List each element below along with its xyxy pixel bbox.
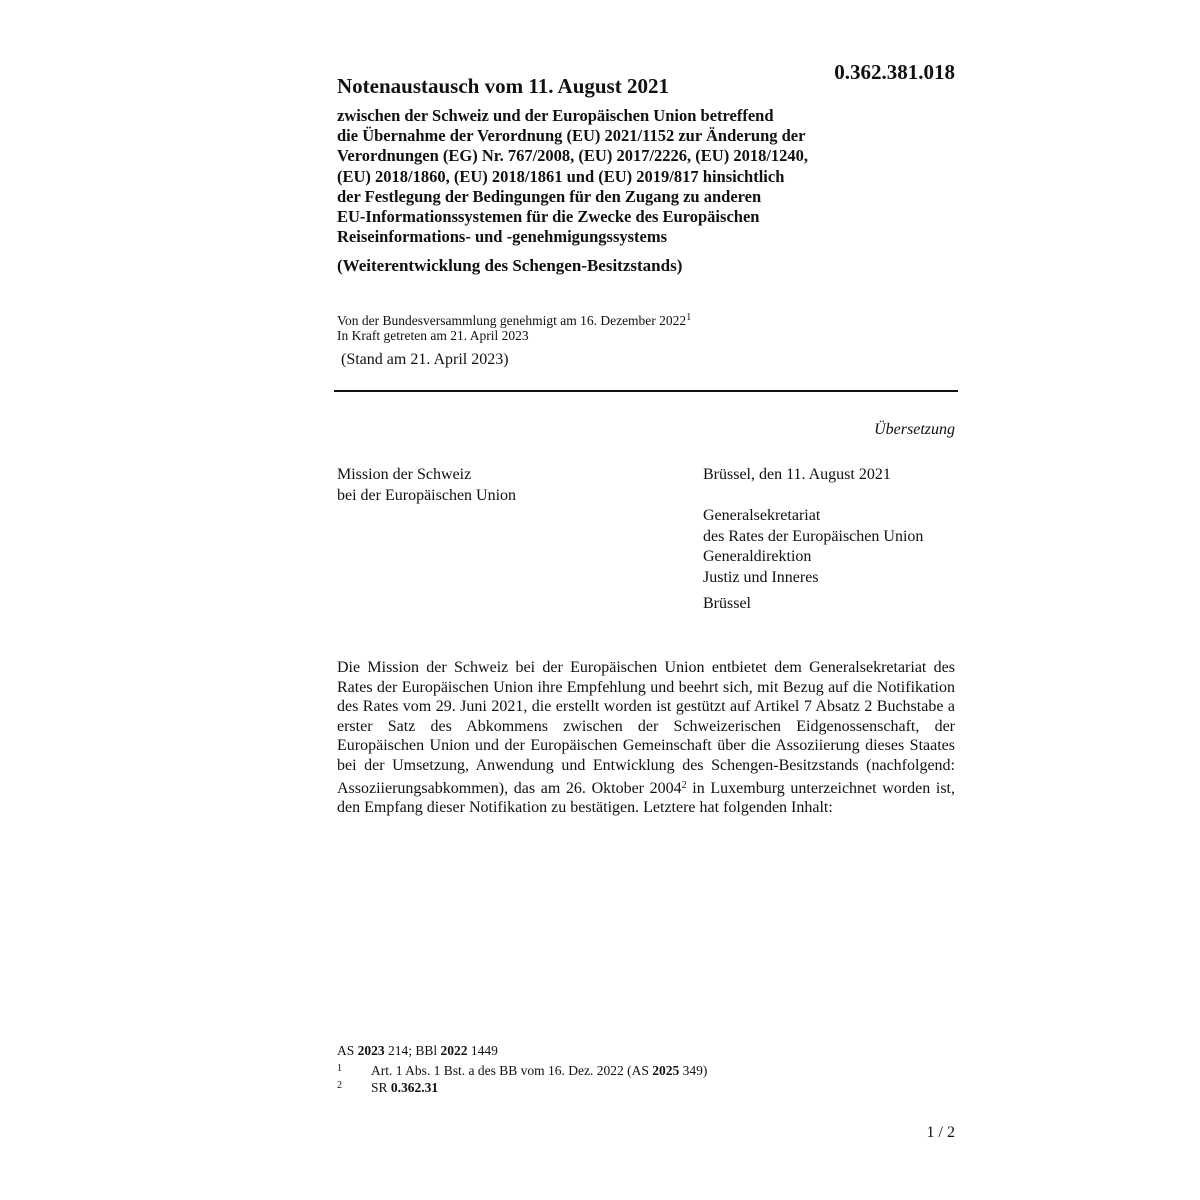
place-date: Brüssel, den 11. August 2021 [703,466,891,483]
approval-line [337,312,691,329]
body-paragraph [337,658,955,818]
footnote-ref-2[interactable]: 2 [681,779,687,791]
approval-text: Von der Bundesversammlung genehmigt am 16. Dezember 2022 [337,313,687,328]
subtitle-line: der Festlegung der Bedingungen für den Zugang zu anderen [337,186,762,206]
in-force-line: In Kraft getreten am 21. April 2023 [337,328,529,343]
subtitle-line: zwischen der Schweiz und der Europäischen Union betreffend [337,106,774,125]
recipient-line: Generalsekretariat [703,507,821,524]
footnote-2 [337,1080,438,1096]
footnote-text: 349) [679,1063,708,1078]
footnote-number: 1 [337,1063,342,1074]
header-divider [334,390,958,392]
footnote-ref-1[interactable]: 1 [686,312,692,323]
subtitle-line: Reiseinformations- und -genehmigungssystems [337,227,668,247]
recipient-block [703,506,923,588]
subtitle-line: die Übernahme der Verordnung (EU) 2021/1152 zur Änderung der [337,126,806,146]
recipient-line: des Rates der Europäischen Union [703,527,924,545]
document-title: Notenaustausch vom 11. August 2021 [337,74,669,98]
footnote-bold: 2025 [652,1063,680,1078]
subtitle-line: (EU) 2018/1860, (EU) 2018/1861 und (EU) 2019/817 hinsichtlich [337,166,785,186]
recipient-city: Brüssel [703,595,751,612]
ref-year: 2022 [440,1043,468,1058]
document-subtitle [337,106,937,247]
subtitle-line: EU-Informationssystemen für die Zwecke des Europäischen [337,207,760,227]
subtitle-line: Verordnungen (EG) Nr. 767/2008, (EU) 2017/2226, (EU) 2018/1240, [337,146,809,166]
ref-text: 214; BBl [384,1043,441,1058]
footnote-bold[interactable]: 0.362.31 [390,1080,439,1095]
body-text-part: in Luxemburg unterzeichnet worden ist, den Empfang dieser Notifikation zu bestätigen. Letztere hat folgenden Inhalt: [337,779,955,817]
recipient-line: Generaldirektion [703,548,812,565]
ref-text: 1449 [467,1043,498,1058]
recipient-line: Justiz und Inneres [703,568,819,586]
footnote-number: 2 [337,1080,342,1091]
development-note: (Weiterentwicklung des Schengen-Besitzstands) [337,256,683,275]
body-text-part: Die Mission der Schweiz bei der Europäischen Union entbietet dem Generalsekretariat des Rates der Europäischen Union ihre Empfehlung und beehrt sich, mit Bezug auf die Notifikation des Rates vom 29. Juni 2021, die erstellt worden ist gestützt auf Artikel 7 Absatz 2 Buchstabe a erster Satz des Abkommens zwischen der Schweizerischen Eidgenossenschaft, der Europäischen Union und der Europäischen Gemeinschaft über die Assoziierung dieses Staates bei der Umsetzung, Anwendung und Entwicklung des Schengen-Besitzstands (nachfolgend: Assoziierungsabkommen), das am 26. Oktober 2004 [337,659,955,797]
footnote-text: SR [371,1080,391,1095]
sender-line: bei der Europäischen Union [337,486,517,504]
ref-year: 2023 [357,1043,385,1058]
sender-block [337,465,516,506]
ref-text: AS [337,1043,358,1058]
translation-label: Übersetzung [874,421,955,438]
status-line: (Stand am 21. April 2023) [341,351,509,368]
footnote-text: Art. 1 Abs. 1 Bst. a des BB vom 16. Dez. 2022 (AS [371,1063,653,1078]
sender-line: Mission der Schweiz [337,466,472,483]
footnote-1 [337,1063,707,1079]
page-number: 1 / 2 [926,1124,955,1141]
sr-number: 0.362.381.018 [834,60,955,84]
publication-refs [337,1043,498,1059]
